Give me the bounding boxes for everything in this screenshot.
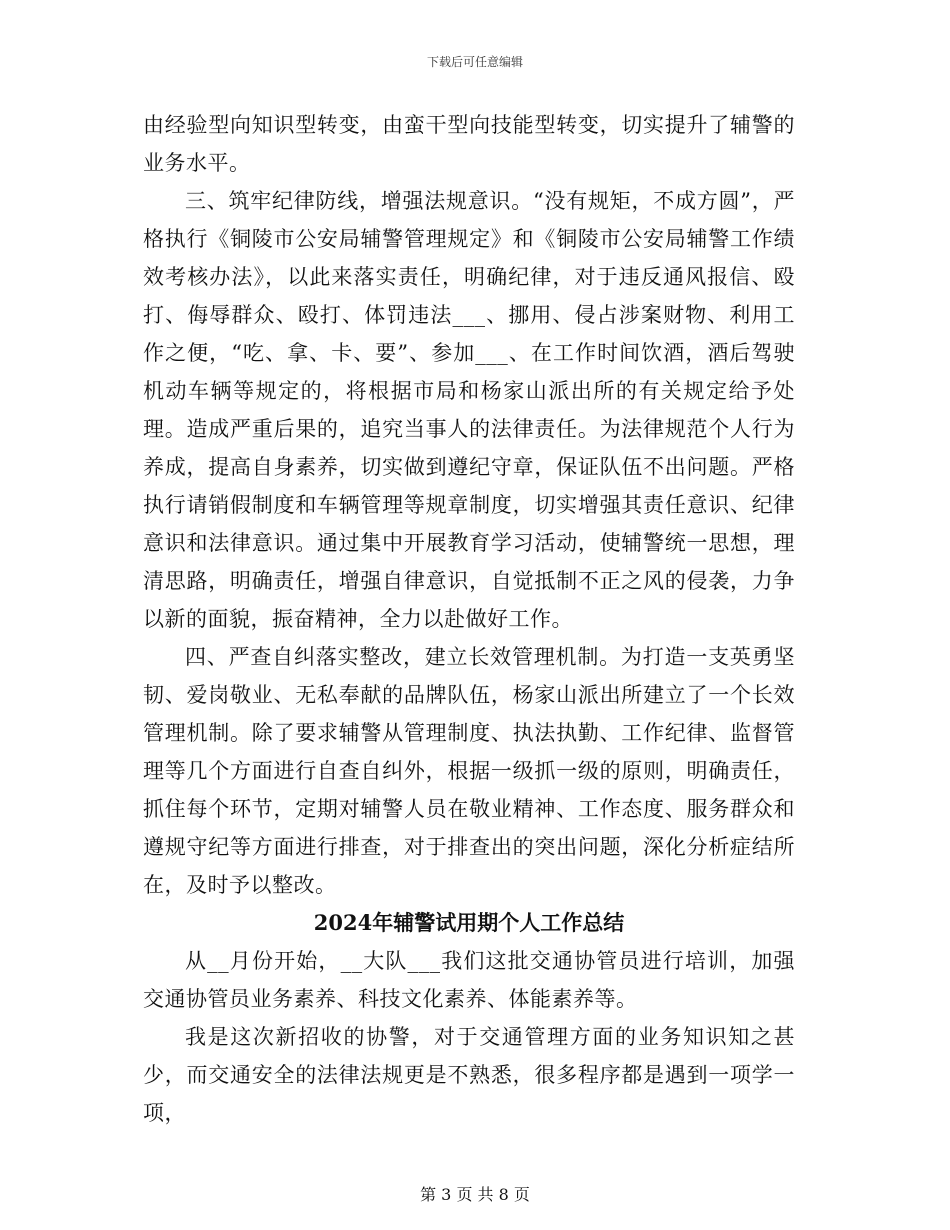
paragraph-2: 三、筑牢纪律防线，增强法规意识。“没有规矩，不成方圆”，严格执行《铜陵市公安局辅警管理规定》和《铜陵市公安局辅警工作绩效考核办法》，以此来落实责任，明确纪律，对于违反通风报信、殴打、侮辱群众、殴打、体罚违法___、挪用、侵占涉案财物、利用工作之便，“吃、拿、卡、要”、参加___、在工作时间饮酒，酒后驾驶机动车辆等规定的，将根据市局和杨家山派出所的有关规定给予处理。造成严重后果的，追究当事人的法律责任。为法律规范个人行为养成，提高自身素养，切实做到遵纪守章，保证队伍不出问题。严格执行请销假制度和车辆管理等规章制度，切实增强其责任意识、纪律意识和法律意识。通过集中开展教育学习活动，使辅警统一思想，理清思路，明确责任，增强自律意识，自觉抵制不正之风的侵袭，力争以新的面貌，振奋精神，全力以赴做好工作。 [143, 189, 795, 631]
document-body [143, 106, 795, 1132]
page-number: 第 3 页 共 8 页 [420, 1185, 530, 1204]
paragraph-1: 由经验型向知识型转变，由蛮干型向技能型转变，切实提升了辅警的业务水平。 [143, 113, 795, 175]
section-title: 2024年辅警试用期个人工作总结 [313, 910, 625, 935]
paragraph-4: 从__月份开始，__大队___我们这批交通协管员进行培训，加强交通协管员业务素养、科技文化素养、体能素养等。 [143, 949, 795, 1011]
paragraph-3: 四、严查自纠落实整改，建立长效管理机制。为打造一支英勇坚韧、爱岗敬业、无私奉献的品牌队伍，杨家山派出所建立了一个长效管理机制。除了要求辅警从管理制度、执法执勤、工作纪律、监督管理等几个方面进行自查自纠外，根据一级抓一级的原则，明确责任，抓住每个环节，定期对辅警人员在敬业精神、工作态度、服务群众和遵规守纪等方面进行排查，对于排查出的突出问题，深化分析症结所在，及时予以整改。 [143, 645, 795, 897]
paragraph-5: 我是这次新招收的协警，对于交通管理方面的业务知识知之甚少，而交通安全的法律法规更是不熟悉，很多程序都是遇到一项学一项， [143, 1025, 795, 1125]
header-note: 下载后可任意编辑 [426, 55, 523, 69]
